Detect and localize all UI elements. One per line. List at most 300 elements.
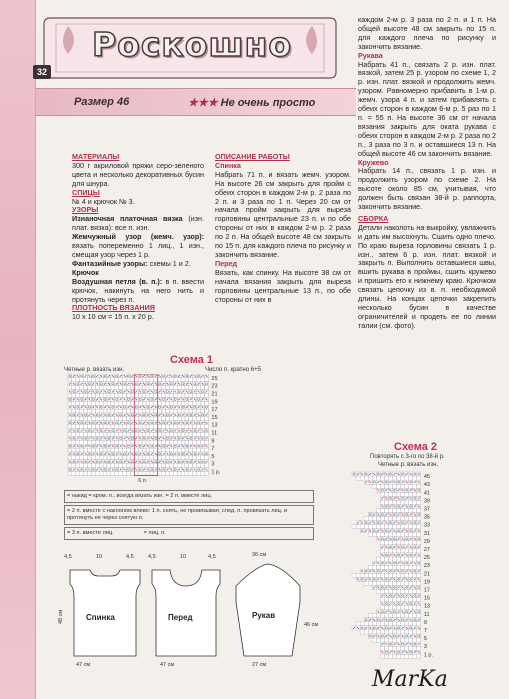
grid-cell (413, 646, 417, 650)
grid-cell (166, 390, 170, 394)
grid-cell (372, 565, 376, 569)
grid-cell (193, 456, 197, 460)
grid-cell (409, 500, 413, 504)
row-number: 21 (211, 391, 218, 398)
grid-cell (91, 468, 95, 472)
grid-cell (185, 425, 189, 429)
grid-cell (138, 448, 142, 452)
grid-cell (68, 425, 72, 429)
grid-cell (417, 484, 421, 488)
grid-cell (417, 614, 421, 618)
grid-cell (201, 433, 205, 437)
grid-cell (393, 541, 397, 545)
grid-cell (162, 464, 166, 468)
grid-cell (384, 517, 388, 521)
grid-cell (99, 394, 103, 398)
grid-cell (115, 409, 119, 413)
grid-cell (158, 425, 162, 429)
back-height: 48 см (58, 609, 64, 624)
grid-cell (380, 581, 384, 585)
repeat-label: 6 п. (138, 478, 148, 484)
grid-cell (142, 433, 146, 437)
schema-2-grid (332, 470, 504, 666)
grid-cell (401, 492, 405, 496)
grid-cell (205, 409, 209, 413)
grid-cell (99, 456, 103, 460)
grid-cell (166, 460, 170, 464)
grid-cell (127, 421, 131, 425)
grid-cell (138, 425, 142, 429)
grid-cell (413, 614, 417, 618)
grid-cell (380, 598, 384, 602)
grid-cell (397, 573, 401, 577)
grid-cell (380, 573, 384, 577)
grid-cell (388, 557, 392, 561)
grid-cell (201, 448, 205, 452)
grid-cell (364, 622, 368, 626)
row-number: 33 (423, 522, 430, 529)
grid-cell (189, 378, 193, 382)
grid-cell (76, 425, 80, 429)
grid-cell (68, 397, 72, 401)
grid-cell (388, 541, 392, 545)
grid-cell (397, 541, 401, 545)
assembly-text: Детали наколоть на выкройку, увлажнить и дать им высохнуть. Сшить одно плечо. По краю выреза горловины связать 1 р. изн., затем 6 р. изн. плат. вязкой и закрыть п. Выполнить оставшиеся швы, вшить рукава в проймы, сшить кружево и пришить его к нижнему краю. Крючком связать цепочку из в. п. необходимой длины. На концах цепочки закрепить несколько бусин в качестве ограничителей и продеть ее по линии талии (см. фото). (358, 222, 496, 330)
grid-cell (417, 598, 421, 602)
grid-cell (397, 598, 401, 602)
grid-cell (401, 654, 405, 658)
patterns-heading: УЗОРЫ (72, 205, 99, 215)
grid-cell (154, 456, 158, 460)
grid-cell (384, 630, 388, 634)
grid-cell (107, 436, 111, 440)
grid-cell (372, 638, 376, 642)
grid-cell (72, 378, 76, 382)
grid-cell (166, 456, 170, 460)
grid-cell (142, 440, 146, 444)
grid-cell (119, 433, 123, 437)
grid-cell (372, 577, 376, 581)
grid-cell (123, 394, 127, 398)
grid-cell (393, 630, 397, 634)
grid-cell (405, 638, 409, 642)
grid-cell (111, 382, 115, 386)
grid-cell (393, 638, 397, 642)
grid-cell (162, 417, 166, 421)
grid-cell (95, 378, 99, 382)
grid-cell (201, 378, 205, 382)
grid-cell (380, 622, 384, 626)
grid-cell (103, 394, 107, 398)
grid-cell (76, 409, 80, 413)
grid-cell (138, 409, 142, 413)
grid-cell (388, 614, 392, 618)
grid-cell (130, 401, 134, 405)
grid-cell (150, 425, 154, 429)
grid-cell (409, 492, 413, 496)
grid-cell (417, 488, 421, 492)
grid-cell (401, 472, 405, 476)
grid-cell (119, 464, 123, 468)
grid-cell (91, 456, 95, 460)
grid-cell (397, 484, 401, 488)
grid-cell (169, 394, 173, 398)
grid-cell (205, 464, 209, 468)
grid-cell (127, 464, 131, 468)
schema-2-title: Схема 2 (394, 441, 438, 453)
grid-cell (413, 618, 417, 622)
grid-cell (76, 448, 80, 452)
grid-cell (372, 476, 376, 480)
grid-cell (384, 602, 388, 606)
schema-2-note-2: Четные р. вязать изн. (378, 462, 439, 468)
grid-cell (68, 468, 72, 472)
grid-cell (84, 409, 88, 413)
grid-cell (166, 440, 170, 444)
grid-cell (154, 390, 158, 394)
grid-cell (177, 413, 181, 417)
grid-cell (95, 472, 99, 476)
grid-cell (388, 581, 392, 585)
grid-cell (119, 456, 123, 460)
grid-cell (130, 456, 134, 460)
grid-cell (130, 460, 134, 464)
grid-cell (409, 484, 413, 488)
grid-cell (401, 549, 405, 553)
grid-cell (99, 429, 103, 433)
grid-cell (127, 456, 131, 460)
grid-cell (111, 452, 115, 456)
grid-cell (123, 409, 127, 413)
row-number: 35 (423, 514, 430, 521)
grid-cell (115, 394, 119, 398)
grid-cell (88, 405, 92, 409)
schema-1-grid (64, 374, 304, 484)
grid-cell (123, 433, 127, 437)
grid-cell (166, 409, 170, 413)
grid-cell (91, 425, 95, 429)
row-number: 19 (211, 399, 218, 406)
grid-cell (397, 500, 401, 504)
grid-cell (72, 472, 76, 476)
grid-cell (401, 500, 405, 504)
grid-cell (158, 405, 162, 409)
grid-cell (173, 468, 177, 472)
front-text-cont: каждом 2-м р. 3 раза по 2 п. и 1 п. На общей высоте 48 см закрыть по 15 п. для каждого плеча по рисунку и закончить вязание. (358, 15, 496, 51)
grid-cell (393, 634, 397, 638)
grid-cell (130, 409, 134, 413)
grid-cell (76, 405, 80, 409)
grid-cell (384, 492, 388, 496)
grid-cell (138, 401, 142, 405)
grid-cell (177, 460, 181, 464)
grid-cell (150, 468, 154, 472)
grid-cell (185, 472, 189, 476)
grid-cell (181, 382, 185, 386)
left-pink-margin (0, 0, 36, 699)
grid-cell (142, 386, 146, 390)
grid-cell (397, 654, 401, 658)
signature: MarKa (372, 667, 448, 692)
grid-cell (384, 573, 388, 577)
grid-cell (119, 386, 123, 390)
grid-cell (107, 440, 111, 444)
grid-cell (193, 452, 197, 456)
grid-cell (88, 472, 92, 476)
grid-cell (384, 565, 388, 569)
grid-cell (384, 577, 388, 581)
grid-cell (401, 484, 405, 488)
grid-cell (197, 378, 201, 382)
grid-cell (409, 602, 413, 606)
grid-cell (91, 440, 95, 444)
grid-cell (162, 456, 166, 460)
grid-cell (401, 618, 405, 622)
grid-cell (123, 386, 127, 390)
grid-cell (393, 561, 397, 565)
schema-2-note-1: Повторять с 3-го по 38-й р. (370, 454, 445, 460)
grid-cell (393, 488, 397, 492)
grid-cell (84, 401, 88, 405)
grid-cell (111, 472, 115, 476)
grid-cell (189, 464, 193, 468)
grid-cell (162, 421, 166, 425)
grid-cell (405, 508, 409, 512)
grid-cell (173, 378, 177, 382)
grid-cell (384, 525, 388, 529)
grid-cell (401, 541, 405, 545)
grid-cell (368, 581, 372, 585)
grid-cell (405, 585, 409, 589)
grid-cell (368, 517, 372, 521)
grid-cell (417, 525, 421, 529)
materials-text: 300 г акриловой пряжи серо-зеленого цвета и несколько декоративных бусин для шнура. (72, 160, 204, 188)
grid-cell (72, 386, 76, 390)
grid-cell (150, 456, 154, 460)
grid-cell (356, 573, 360, 577)
grid-cell (393, 654, 397, 658)
grid-cell (72, 390, 76, 394)
grid-cell (409, 630, 413, 634)
grid-cell (401, 581, 405, 585)
grid-cell (409, 508, 413, 512)
grid-cell (111, 401, 115, 405)
grid-cell (393, 573, 397, 577)
grid-cell (181, 394, 185, 398)
grid-cell (201, 436, 205, 440)
grid-cell (397, 517, 401, 521)
grid-cell (158, 378, 162, 382)
grid-cell (380, 484, 384, 488)
grid-cell (119, 394, 123, 398)
grid-cell (158, 429, 162, 433)
grid-cell (409, 589, 413, 593)
grid-cell (134, 401, 138, 405)
grid-cell (360, 525, 364, 529)
grid-cell (173, 425, 177, 429)
grid-cell (181, 378, 185, 382)
grid-cell (372, 529, 376, 533)
grid-cell (91, 421, 95, 425)
grid-cell (146, 452, 150, 456)
grid-cell (380, 630, 384, 634)
grid-cell (205, 440, 209, 444)
grid-cell (417, 517, 421, 521)
grid-cell (95, 448, 99, 452)
page-number: 32 (33, 65, 51, 79)
grid-cell (376, 476, 380, 480)
row-number: 9 (211, 438, 215, 445)
row-number: 15 (423, 595, 430, 602)
grid-cell (401, 569, 405, 573)
row-number: 37 (423, 506, 430, 513)
grid-cell (380, 561, 384, 565)
grid-cell (205, 425, 209, 429)
grid-cell (80, 425, 84, 429)
grid-cell (181, 409, 185, 413)
grid-cell (409, 504, 413, 508)
grid-cell (166, 425, 170, 429)
schema-1-note-left: Четные р. вязать изн. (64, 367, 125, 373)
grid-cell (189, 456, 193, 460)
grid-cell (146, 401, 150, 405)
grid-cell (417, 492, 421, 496)
grid-cell (380, 585, 384, 589)
grid-cell (397, 622, 401, 626)
grid-cell (393, 610, 397, 614)
grid-cell (417, 549, 421, 553)
grid-cell (413, 492, 417, 496)
grid-cell (99, 386, 103, 390)
grid-cell (401, 589, 405, 593)
grid-cell (413, 630, 417, 634)
grid-cell (405, 565, 409, 569)
grid-cell (189, 390, 193, 394)
grid-cell (417, 610, 421, 614)
grid-cell (384, 650, 388, 654)
grid-cell (72, 394, 76, 398)
grid-cell (127, 425, 131, 429)
grid-cell (76, 382, 80, 386)
grid-cell (205, 401, 209, 405)
grid-cell (169, 409, 173, 413)
grid-cell (205, 429, 209, 433)
grid-cell (397, 646, 401, 650)
grid-cell (197, 374, 201, 378)
grid-cell (405, 549, 409, 553)
grid-cell (76, 394, 80, 398)
grid-cell (95, 464, 99, 468)
grid-cell (150, 394, 154, 398)
grid-cell (384, 553, 388, 557)
grid-cell (95, 436, 99, 440)
grid-cell (150, 421, 154, 425)
grid-cell (405, 476, 409, 480)
grid-cell (401, 557, 405, 561)
grid-cell (397, 553, 401, 557)
grid-cell (397, 606, 401, 610)
grid-cell (84, 390, 88, 394)
grid-cell (103, 374, 107, 378)
grid-cell (95, 413, 99, 417)
grid-cell (173, 472, 177, 476)
grid-cell (95, 401, 99, 405)
grid-cell (142, 448, 146, 452)
grid-cell (119, 448, 123, 452)
grid-cell (107, 464, 111, 468)
grid-cell (150, 417, 154, 421)
grid-cell (146, 448, 150, 452)
grid-cell (380, 646, 384, 650)
grid-cell (380, 541, 384, 545)
row-number: 17 (423, 587, 430, 594)
grid-cell (146, 464, 150, 468)
grid-cell (107, 401, 111, 405)
grid-cell (413, 589, 417, 593)
grid-cell (173, 397, 177, 401)
grid-cell (150, 397, 154, 401)
grid-cell (201, 409, 205, 413)
grid-cell (103, 409, 107, 413)
grid-cell (177, 433, 181, 437)
grid-cell (68, 378, 72, 382)
grid-cell (193, 440, 197, 444)
grid-cell (68, 440, 72, 444)
grid-cell (417, 476, 421, 480)
grid-cell (134, 425, 138, 429)
grid-cell (80, 472, 84, 476)
grid-cell (384, 541, 388, 545)
grid-cell (409, 476, 413, 480)
grid-cell (158, 386, 162, 390)
grid-cell (103, 464, 107, 468)
grid-cell (154, 440, 158, 444)
grid-cell (413, 594, 417, 598)
grid-cell (384, 638, 388, 642)
grid-cell (134, 417, 138, 421)
grid-cell (84, 448, 88, 452)
grid-cell (360, 476, 364, 480)
grid-cell (107, 425, 111, 429)
grid-cell (384, 504, 388, 508)
grid-cell (388, 500, 392, 504)
grid-cell (142, 456, 146, 460)
grid-cell (111, 417, 115, 421)
grid-cell (88, 456, 92, 460)
grid-cell (201, 460, 205, 464)
grid-cell (201, 413, 205, 417)
grid-cell (146, 425, 150, 429)
grid-cell (80, 378, 84, 382)
grid-cell (177, 394, 181, 398)
grid-cell (197, 425, 201, 429)
grid-cell (405, 630, 409, 634)
grid-cell (127, 386, 131, 390)
grid-cell (405, 517, 409, 521)
grid-cell (99, 425, 103, 429)
grid-cell (388, 638, 392, 642)
grid-cell (80, 417, 84, 421)
grid-cell (356, 476, 360, 480)
grid-cell (130, 436, 134, 440)
grid-cell (177, 386, 181, 390)
grid-cell (393, 585, 397, 589)
grid-cell (393, 646, 397, 650)
row-number: 5 (423, 636, 427, 643)
grid-cell (409, 650, 413, 654)
grid-cell (115, 433, 119, 437)
grid-cell (401, 573, 405, 577)
